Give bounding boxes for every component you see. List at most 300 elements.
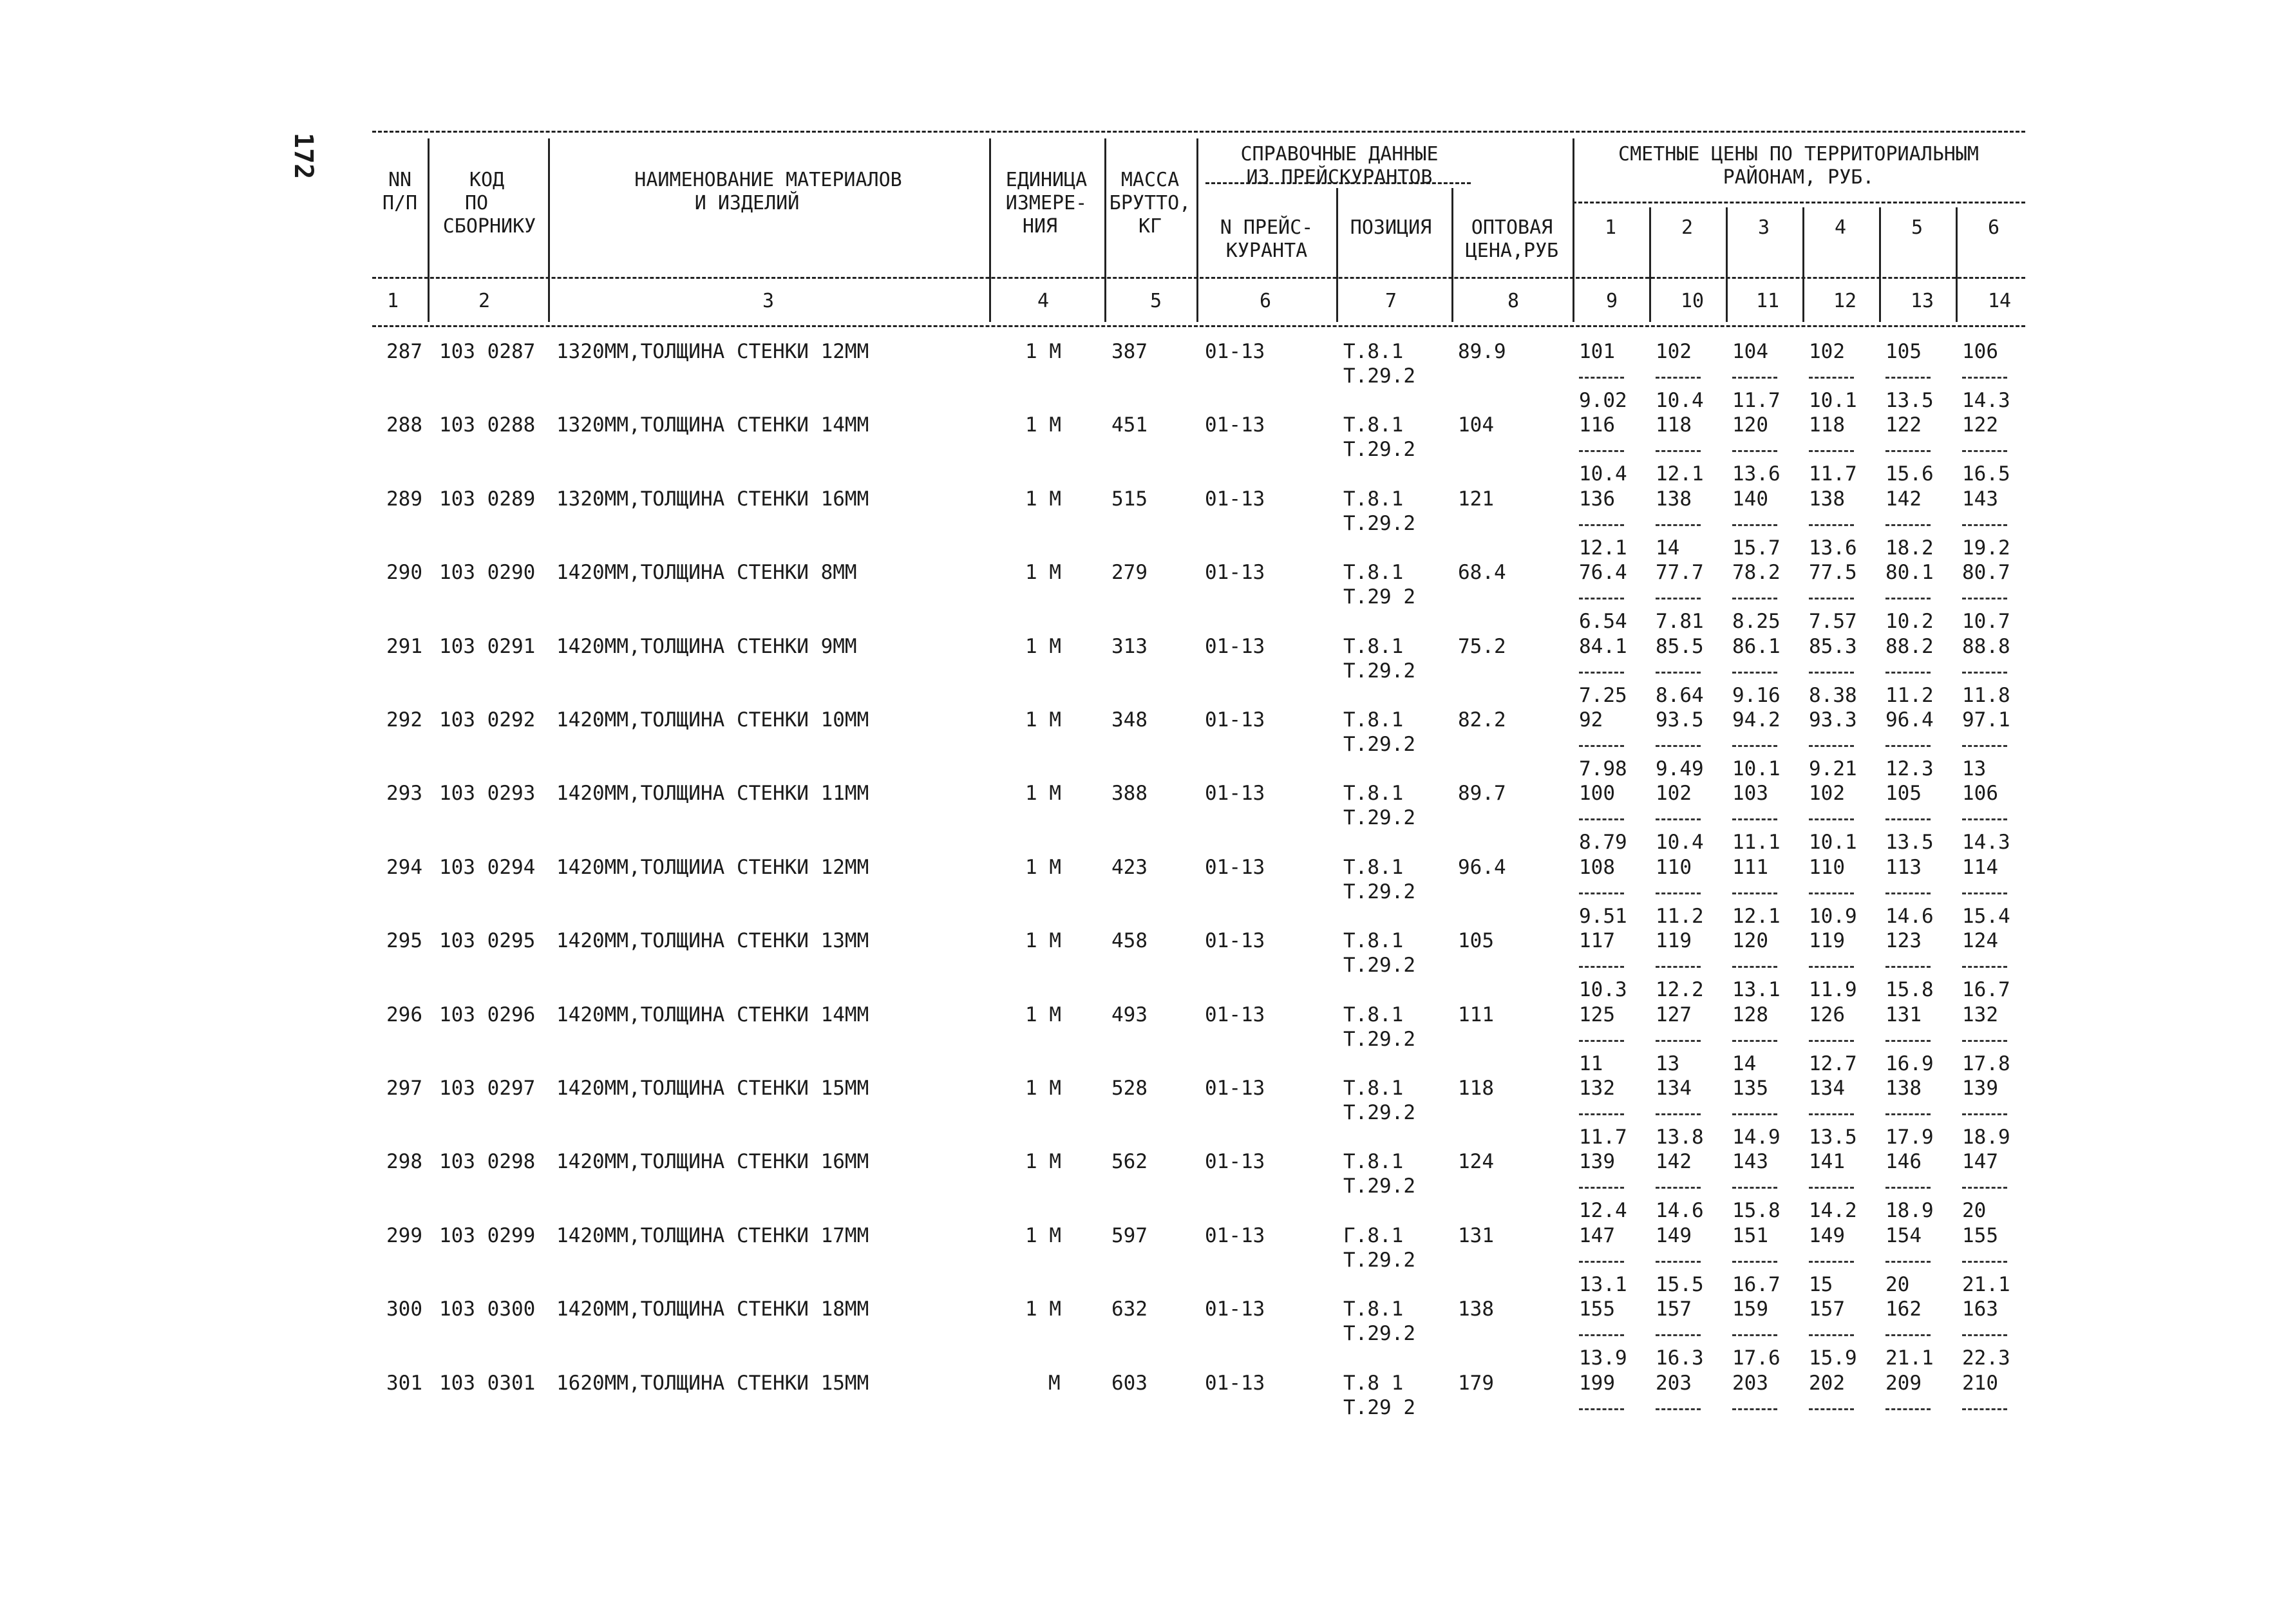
region-price-top: 85.5 <box>1656 635 1704 658</box>
header-name: И ИЗДЕЛИЙ <box>694 192 800 214</box>
region-price-bottom: 8.25 <box>1732 610 1781 633</box>
fraction-rule <box>1579 1408 1624 1410</box>
fraction-rule <box>1962 1040 2007 1042</box>
region-price-bottom: 9.49 <box>1656 757 1704 780</box>
row-unit: М <box>1048 1372 1061 1395</box>
header-ref-group: СПРАВОЧНЫЕ ДАННЫЕ <box>1240 143 1439 165</box>
header-pricelist-no: N ПРЕЙС- <box>1220 216 1314 239</box>
row-position: Т.29.2 <box>1343 954 1415 977</box>
row-number: 297 <box>386 1077 422 1100</box>
region-price-bottom: 11.7 <box>1809 462 1857 486</box>
fraction-rule <box>1962 672 2007 674</box>
header-wholesale: ЦЕНА,РУБ <box>1465 240 1559 262</box>
region-price-top: 138 <box>1885 1077 1922 1100</box>
region-price-top: 155 <box>1579 1298 1615 1321</box>
fraction-rule <box>1809 672 1854 674</box>
region-price-bottom: 11.9 <box>1809 978 1857 1001</box>
header-column-number: 5 <box>1149 290 1162 312</box>
fraction-rule <box>1962 966 2007 968</box>
region-price-top: 106 <box>1962 340 1998 363</box>
header-mid-rule <box>372 277 2025 279</box>
fraction-rule <box>1656 818 1701 820</box>
region-price-top: 138 <box>1656 487 1692 511</box>
region-price-top: 92 <box>1579 708 1603 732</box>
fraction-rule <box>1656 524 1701 526</box>
header-region-5: 5 <box>1911 216 1923 239</box>
fraction-rule <box>1885 1261 1931 1263</box>
row-position: Т.8.1 <box>1343 1077 1404 1100</box>
region-price-bottom: 11.1 <box>1732 831 1781 854</box>
region-price-top: 117 <box>1579 929 1615 952</box>
fraction-rule <box>1732 524 1777 526</box>
row-pricelist: 01-13 <box>1205 929 1265 952</box>
row-unit: 1 М <box>1025 1150 1061 1173</box>
header-unit: НИЯ <box>1022 215 1058 238</box>
region-price-bottom: 10.1 <box>1809 389 1857 412</box>
region-price-top: 119 <box>1809 929 1845 952</box>
row-mass: 562 <box>1111 1150 1148 1173</box>
row-number: 300 <box>386 1298 422 1321</box>
region-price-top: 203 <box>1656 1372 1692 1395</box>
row-position: Т.8.1 <box>1343 340 1404 363</box>
region-price-top: 122 <box>1962 413 1998 437</box>
region-price-top: 94.2 <box>1732 708 1781 732</box>
header-column-rule <box>1196 138 1198 322</box>
region-price-bottom: 12.1 <box>1656 462 1704 486</box>
region-price-bottom: 11.2 <box>1885 684 1934 707</box>
fraction-rule <box>1885 966 1931 968</box>
header-kod: СБОРНИКУ <box>442 215 536 238</box>
row-pricelist: 01-13 <box>1205 561 1265 584</box>
header-unit: ЕДИНИЦА <box>1005 169 1088 191</box>
region-price-top: 97.1 <box>1962 708 2010 732</box>
header-mass: МАССА <box>1120 169 1180 191</box>
row-code: 103 0288 <box>439 413 536 437</box>
row-mass: 603 <box>1111 1372 1148 1395</box>
row-code: 103 0292 <box>439 708 536 732</box>
header-column-number: 12 <box>1833 290 1857 312</box>
region-price-bottom: 16.7 <box>1962 978 2010 1001</box>
fraction-rule <box>1885 450 1931 452</box>
region-price-top: 105 <box>1885 340 1922 363</box>
region-price-top: 85.3 <box>1809 635 1857 658</box>
fraction-rule <box>1656 1040 1701 1042</box>
region-price-bottom: 10.4 <box>1656 831 1704 854</box>
header-column-rule <box>1649 207 1651 322</box>
fraction-rule <box>1579 450 1624 452</box>
fraction-rule <box>1732 377 1777 379</box>
header-column-rule <box>1879 207 1881 322</box>
row-pricelist: 01-13 <box>1205 1150 1265 1173</box>
row-wholesale: 75.2 <box>1458 635 1506 658</box>
region-price-bottom: 13.6 <box>1809 536 1857 560</box>
region-price-top: 199 <box>1579 1372 1615 1395</box>
fraction-rule <box>1656 966 1701 968</box>
row-number: 299 <box>386 1224 422 1247</box>
region-price-top: 134 <box>1656 1077 1692 1100</box>
region-price-top: 209 <box>1885 1372 1922 1395</box>
region-price-bottom: 19.2 <box>1962 536 2010 560</box>
region-price-top: 120 <box>1732 413 1768 437</box>
region-price-bottom: 13.5 <box>1885 831 1934 854</box>
row-code: 103 0287 <box>439 340 536 363</box>
region-price-bottom: 18.9 <box>1885 1199 1934 1222</box>
row-mass: 279 <box>1111 561 1148 584</box>
row-code: 103 0290 <box>439 561 536 584</box>
region-price-top: 151 <box>1732 1224 1768 1247</box>
row-number: 292 <box>386 708 422 732</box>
region-price-top: 141 <box>1809 1150 1845 1173</box>
row-position: Т.8.1 <box>1343 487 1404 511</box>
region-price-bottom: 21.1 <box>1885 1346 1934 1370</box>
fraction-rule <box>1885 377 1931 379</box>
row-name: 1420ММ,ТОЛЩИНА СТЕНКИ 18ММ <box>556 1298 869 1321</box>
fraction-rule <box>1732 818 1777 820</box>
fraction-rule <box>1962 892 2007 894</box>
region-price-top: 159 <box>1732 1298 1768 1321</box>
fraction-rule <box>1732 1040 1777 1042</box>
header-kod: ПО <box>464 192 489 214</box>
region-price-bottom: 18.2 <box>1885 536 1934 560</box>
region-price-bottom: 15.9 <box>1809 1346 1857 1370</box>
header-column-number: 10 <box>1680 290 1705 312</box>
region-price-top: 132 <box>1962 1003 1998 1026</box>
row-code: 103 0289 <box>439 487 536 511</box>
row-unit: 1 М <box>1025 340 1061 363</box>
row-position: Т.8.1 <box>1343 413 1404 437</box>
fraction-rule <box>1809 892 1854 894</box>
region-price-bottom: 15.5 <box>1656 1273 1704 1296</box>
header-region-1: 1 <box>1604 216 1617 239</box>
row-code: 103 0297 <box>439 1077 536 1100</box>
row-mass: 348 <box>1111 708 1148 732</box>
row-unit: 1 М <box>1025 1077 1061 1100</box>
region-price-bottom: 15.6 <box>1885 462 1934 486</box>
region-price-top: 157 <box>1809 1298 1845 1321</box>
row-pricelist: 01-13 <box>1205 487 1265 511</box>
row-wholesale: 121 <box>1458 487 1494 511</box>
region-price-bottom: 14.6 <box>1656 1199 1704 1222</box>
fraction-rule <box>1656 1113 1701 1115</box>
row-pricelist: 01-13 <box>1205 635 1265 658</box>
fraction-rule <box>1885 1040 1931 1042</box>
row-mass: 451 <box>1111 413 1148 437</box>
fraction-rule <box>1809 377 1854 379</box>
fraction-rule <box>1732 672 1777 674</box>
fraction-rule <box>1579 745 1624 747</box>
fraction-rule <box>1962 524 2007 526</box>
fraction-rule <box>1809 1113 1854 1115</box>
region-price-top: 210 <box>1962 1372 1998 1395</box>
row-wholesale: 104 <box>1458 413 1494 437</box>
fraction-rule <box>1809 1040 1854 1042</box>
region-price-bottom: 10.9 <box>1809 905 1857 928</box>
fraction-rule <box>1656 450 1701 452</box>
row-wholesale: 111 <box>1458 1003 1494 1026</box>
region-price-bottom: 9.21 <box>1809 757 1857 780</box>
row-code: 103 0300 <box>439 1298 536 1321</box>
region-price-top: 119 <box>1656 929 1692 952</box>
row-mass: 528 <box>1111 1077 1148 1100</box>
fraction-rule <box>1579 598 1624 600</box>
row-unit: 1 М <box>1025 1224 1061 1247</box>
region-price-top: 139 <box>1579 1150 1615 1173</box>
region-price-top: 124 <box>1962 929 1998 952</box>
row-unit: 1 М <box>1025 413 1061 437</box>
row-wholesale: 105 <box>1458 929 1494 952</box>
fraction-rule <box>1579 1334 1624 1336</box>
row-mass: 423 <box>1111 856 1148 879</box>
row-name: 1420ММ,ТОЛЩИНА СТЕНКИ 14ММ <box>556 1003 869 1026</box>
row-position: Г.8.1 <box>1343 1224 1404 1247</box>
region-price-top: 80.7 <box>1962 561 2010 584</box>
region-price-top: 114 <box>1962 856 1998 879</box>
fraction-rule <box>1809 450 1854 452</box>
header-column-number: 4 <box>1037 290 1050 312</box>
fraction-rule <box>1885 672 1931 674</box>
fraction-rule <box>1962 1408 2007 1410</box>
fraction-rule <box>1885 745 1931 747</box>
row-code: 103 0294 <box>439 856 536 879</box>
row-position: Т.8.1 <box>1343 561 1404 584</box>
row-mass: 313 <box>1111 635 1148 658</box>
region-price-bottom: 10.7 <box>1962 610 2010 633</box>
row-position: Т.29.2 <box>1343 1249 1415 1272</box>
region-price-bottom: 10.4 <box>1656 389 1704 412</box>
header-column-rule <box>1802 207 1804 322</box>
region-price-bottom: 10.3 <box>1579 978 1627 1001</box>
region-price-bottom: 7.81 <box>1656 610 1704 633</box>
region-price-bottom: 15.4 <box>1962 905 2010 928</box>
region-price-top: 111 <box>1732 856 1768 879</box>
region-price-bottom: 16.7 <box>1732 1273 1781 1296</box>
row-name: 1420ММ,ТОЛЩИНА СТЕНКИ 15ММ <box>556 1077 869 1100</box>
region-price-bottom: 12.1 <box>1732 905 1781 928</box>
row-unit: 1 М <box>1025 856 1061 879</box>
fraction-rule <box>1732 1334 1777 1336</box>
row-name: 1420ММ,ТОЛЩИНА СТЕНКИ 10ММ <box>556 708 869 732</box>
row-wholesale: 96.4 <box>1458 856 1506 879</box>
row-position: Т.29.2 <box>1343 1322 1415 1345</box>
row-wholesale: 82.2 <box>1458 708 1506 732</box>
region-price-top: 88.2 <box>1885 635 1934 658</box>
region-price-top: 77.5 <box>1809 561 1857 584</box>
fraction-rule <box>1732 1261 1777 1263</box>
region-price-top: 143 <box>1962 487 1998 511</box>
row-pricelist: 01-13 <box>1205 413 1265 437</box>
row-mass: 493 <box>1111 1003 1148 1026</box>
row-wholesale: 89.7 <box>1458 782 1506 805</box>
row-pricelist: 01-13 <box>1205 340 1265 363</box>
row-unit: 1 М <box>1025 782 1061 805</box>
fraction-rule <box>1656 598 1701 600</box>
header-nn: П/П <box>382 192 418 214</box>
region-price-top: 157 <box>1656 1298 1692 1321</box>
region-price-top: 100 <box>1579 782 1615 805</box>
row-position: Т.29 2 <box>1343 585 1415 609</box>
region-price-bottom: 10.1 <box>1809 831 1857 854</box>
row-name: 1420ММ,ТОЛЩИНА СТЕНКИ 16ММ <box>556 1150 869 1173</box>
row-mass: 458 <box>1111 929 1148 952</box>
region-price-bottom: 18.9 <box>1962 1126 2010 1149</box>
row-number: 287 <box>386 340 422 363</box>
region-price-bottom: 15.8 <box>1732 1199 1781 1222</box>
fraction-rule <box>1579 672 1624 674</box>
fraction-rule <box>1579 1261 1624 1263</box>
region-price-top: 142 <box>1885 487 1922 511</box>
region-price-top: 113 <box>1885 856 1922 879</box>
region-price-top: 120 <box>1732 929 1768 952</box>
region-price-top: 102 <box>1656 782 1692 805</box>
fraction-rule <box>1809 1334 1854 1336</box>
region-price-top: 110 <box>1809 856 1845 879</box>
region-price-top: 154 <box>1885 1224 1922 1247</box>
row-wholesale: 131 <box>1458 1224 1494 1247</box>
row-number: 295 <box>386 929 422 952</box>
region-price-bottom: 20 <box>1962 1199 1987 1222</box>
fraction-rule <box>1962 1113 2007 1115</box>
region-price-bottom: 11.8 <box>1962 684 2010 707</box>
row-unit: 1 М <box>1025 929 1061 952</box>
region-price-bottom: 11.7 <box>1579 1126 1627 1149</box>
fraction-rule <box>1885 1408 1931 1410</box>
header-kod: КОД <box>469 169 505 191</box>
row-name: 1420ММ,ТОЛЩИНА СТЕНКИ 13ММ <box>556 929 869 952</box>
page-number: 172 <box>288 133 318 180</box>
header-column-rule <box>428 138 430 322</box>
header-column-number: 2 <box>478 290 491 312</box>
region-price-bottom: 13.5 <box>1885 389 1934 412</box>
region-price-top: 146 <box>1885 1150 1922 1173</box>
row-wholesale: 124 <box>1458 1150 1494 1173</box>
region-price-top: 147 <box>1579 1224 1615 1247</box>
fraction-rule <box>1962 1334 2007 1336</box>
header-column-number: 3 <box>762 290 775 312</box>
row-unit: 1 М <box>1025 635 1061 658</box>
region-price-top: 84.1 <box>1579 635 1627 658</box>
region-price-top: 134 <box>1809 1077 1845 1100</box>
region-price-bottom: 22.3 <box>1962 1346 2010 1370</box>
fraction-rule <box>1962 450 2007 452</box>
row-position: Т.29.2 <box>1343 880 1415 903</box>
fraction-rule <box>1962 745 2007 747</box>
fraction-rule <box>1656 1408 1701 1410</box>
region-price-bottom: 7.98 <box>1579 757 1627 780</box>
fraction-rule <box>1809 1408 1854 1410</box>
row-position: Т.8.1 <box>1343 1298 1404 1321</box>
fraction-rule <box>1579 966 1624 968</box>
fraction-rule <box>1885 892 1931 894</box>
header-region-6: 6 <box>1987 216 2000 239</box>
row-position: Т.8.1 <box>1343 1003 1404 1026</box>
region-price-top: 143 <box>1732 1150 1768 1173</box>
fraction-rule <box>1962 377 2007 379</box>
region-price-top: 116 <box>1579 413 1615 437</box>
row-number: 290 <box>386 561 422 584</box>
region-price-bottom: 16.5 <box>1962 462 2010 486</box>
region-price-top: 162 <box>1885 1298 1922 1321</box>
region-price-bottom: 7.25 <box>1579 684 1627 707</box>
header-mass: БРУТТО, <box>1109 192 1191 214</box>
header-column-number: 6 <box>1259 290 1272 312</box>
fraction-rule <box>1885 524 1931 526</box>
region-price-bottom: 17.8 <box>1962 1052 2010 1075</box>
region-price-bottom: 14 <box>1656 536 1680 560</box>
row-position: Т.29.2 <box>1343 512 1415 535</box>
row-position: Т.8.1 <box>1343 856 1404 879</box>
row-pricelist: 01-13 <box>1205 708 1265 732</box>
region-price-top: 138 <box>1809 487 1845 511</box>
region-price-top: 93.5 <box>1656 708 1704 732</box>
row-wholesale: 89.9 <box>1458 340 1506 363</box>
region-price-top: 122 <box>1885 413 1922 437</box>
region-price-top: 149 <box>1656 1224 1692 1247</box>
header-position: ПОЗИЦИЯ <box>1350 216 1432 239</box>
row-code: 103 0295 <box>439 929 536 952</box>
fraction-rule <box>1885 598 1931 600</box>
fraction-rule <box>1656 1261 1701 1263</box>
region-price-bottom: 8.64 <box>1656 684 1704 707</box>
region-price-bottom: 16.9 <box>1885 1052 1934 1075</box>
row-position: Т.8.1 <box>1343 782 1404 805</box>
row-name: 1420ММ,ТОЛЩИНА СТЕНКИ 8ММ <box>556 561 857 584</box>
region-price-bottom: 13.5 <box>1809 1126 1857 1149</box>
region-price-top: 127 <box>1656 1003 1692 1026</box>
region-price-bottom: 10.4 <box>1579 462 1627 486</box>
region-price-top: 102 <box>1809 340 1845 363</box>
region-price-bottom: 13.9 <box>1579 1346 1627 1370</box>
fraction-rule <box>1809 966 1854 968</box>
row-position: Т.29.2 <box>1343 438 1415 461</box>
header-column-number: 9 <box>1605 290 1618 312</box>
row-code: 103 0298 <box>439 1150 536 1173</box>
header-column-rule <box>1573 138 1574 322</box>
header-column-number: 1 <box>386 290 399 312</box>
fraction-rule <box>1962 1261 2007 1263</box>
region-price-bottom: 14.3 <box>1962 389 2010 412</box>
region-price-bottom: 12.3 <box>1885 757 1934 780</box>
header-ref-group: ИЗ ПРЕЙСКУРАНТОВ <box>1246 166 1433 189</box>
row-number: 291 <box>386 635 422 658</box>
row-pricelist: 01-13 <box>1205 1298 1265 1321</box>
row-pricelist: 01-13 <box>1205 1003 1265 1026</box>
header-region-4: 4 <box>1834 216 1847 239</box>
region-price-bottom: 16.3 <box>1656 1346 1704 1370</box>
region-price-top: 136 <box>1579 487 1615 511</box>
header-column-rule <box>548 138 550 322</box>
header-regions-group: СМЕТНЫЕ ЦЕНЫ ПО ТЕРРИТОРИАЛЬНЫМ <box>1618 143 1979 165</box>
row-pricelist: 01-13 <box>1205 1224 1265 1247</box>
fraction-rule <box>1579 1113 1624 1115</box>
region-price-bottom: 14.6 <box>1885 905 1934 928</box>
row-pricelist: 01-13 <box>1205 1372 1265 1395</box>
fraction-rule <box>1885 818 1931 820</box>
fraction-rule <box>1579 377 1624 379</box>
regions-group-rule <box>1573 202 2025 203</box>
row-name: 1420ММ,ТОЛЩИНА СТЕНКИ 11ММ <box>556 782 869 805</box>
region-price-top: 78.2 <box>1732 561 1781 584</box>
region-price-top: 155 <box>1962 1224 1998 1247</box>
region-price-top: 110 <box>1656 856 1692 879</box>
header-region-3: 3 <box>1757 216 1770 239</box>
region-price-top: 149 <box>1809 1224 1845 1247</box>
region-price-bottom: 7.57 <box>1809 610 1857 633</box>
header-unit: ИЗМЕРЕ- <box>1005 192 1088 214</box>
header-column-number: 7 <box>1384 290 1397 312</box>
row-number: 288 <box>386 413 422 437</box>
region-price-top: 88.8 <box>1962 635 2010 658</box>
row-mass: 388 <box>1111 782 1148 805</box>
